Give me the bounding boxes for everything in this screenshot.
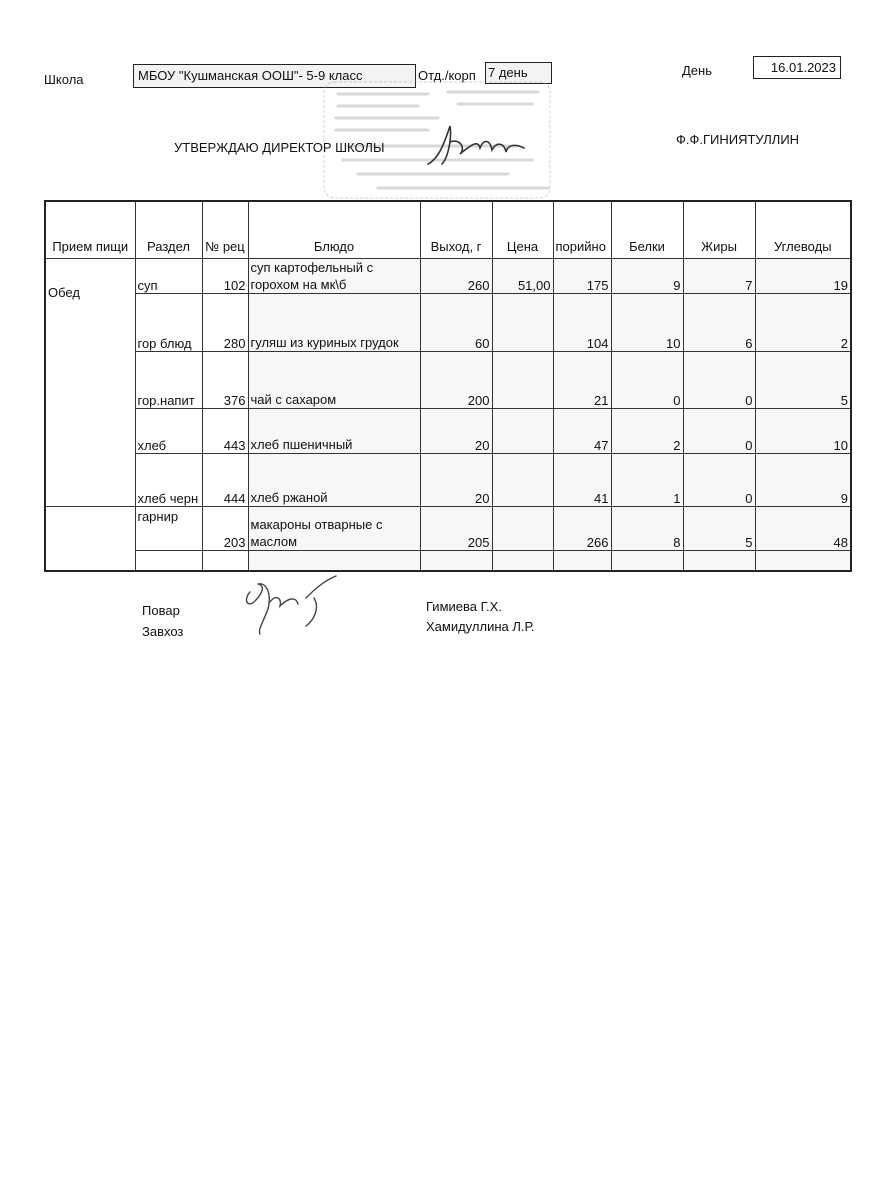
cell-carbs: 5 — [755, 352, 851, 409]
cell-calories: 21 — [553, 352, 611, 409]
cell-empty — [755, 551, 851, 571]
cell-dish: хлеб ржаной — [248, 454, 420, 507]
cell-section: хлеб — [135, 408, 202, 454]
cell-meal — [45, 506, 135, 571]
day-label: День — [682, 63, 712, 78]
school-value: МБОУ "Кушманская ООШ"- 5-9 класс — [138, 68, 363, 83]
cell-empty — [611, 551, 683, 571]
cell-section: гор.напит — [135, 352, 202, 409]
cell-empty — [135, 551, 202, 571]
cell-fat: 6 — [683, 294, 755, 352]
cell-calories: 266 — [553, 506, 611, 550]
col-carbs: Углеводы — [755, 201, 851, 259]
cell-calories: 47 — [553, 408, 611, 454]
cell-output: 20 — [420, 408, 492, 454]
dept-value: 7 день — [488, 65, 528, 80]
table-row — [45, 259, 851, 294]
col-dish: Блюдо — [248, 201, 420, 259]
cell-carbs: 2 — [755, 294, 851, 352]
cell-protein: 2 — [611, 408, 683, 454]
table-row — [45, 352, 851, 409]
cell-output: 20 — [420, 454, 492, 507]
cell-empty — [683, 551, 755, 571]
cell-price — [492, 454, 553, 507]
cell-meal: Обед — [45, 259, 135, 507]
dept-label: Отд./корп — [418, 68, 476, 83]
cell-protein: 10 — [611, 294, 683, 352]
cell-protein: 8 — [611, 506, 683, 550]
cell-price — [492, 408, 553, 454]
cell-protein: 9 — [611, 259, 683, 294]
table-row — [45, 506, 851, 550]
cell-carbs: 48 — [755, 506, 851, 550]
storekeeper-label: Завхоз — [142, 624, 184, 639]
col-output: Выход, г — [420, 201, 492, 259]
cook-signature-icon — [236, 568, 346, 640]
col-meal: Прием пищи — [45, 201, 135, 259]
col-calories: порийно — [553, 201, 611, 259]
cell-section: суп — [135, 259, 202, 294]
col-protein: Белки — [611, 201, 683, 259]
table-row — [45, 454, 851, 507]
director-name: Ф.Ф.ГИНИЯТУЛЛИН — [676, 132, 800, 147]
cell-price — [492, 352, 553, 409]
menu-table — [44, 200, 852, 572]
cell-section: хлеб черн — [135, 454, 202, 507]
cell-protein: 0 — [611, 352, 683, 409]
cell-empty — [553, 551, 611, 571]
cell-section: гор блюд — [135, 294, 202, 352]
cell-price: 51,00 — [492, 259, 553, 294]
col-recipe: № рец — [202, 201, 248, 259]
cell-calories: 104 — [553, 294, 611, 352]
cell-output: 260 — [420, 259, 492, 294]
table-row — [45, 408, 851, 454]
cell-fat: 7 — [683, 259, 755, 294]
cell-recipe: 376 — [202, 352, 248, 409]
cell-output: 60 — [420, 294, 492, 352]
cell-carbs: 9 — [755, 454, 851, 507]
cell-recipe: 102 — [202, 259, 248, 294]
cell-fat: 5 — [683, 506, 755, 550]
cell-dish: хлеб пшеничный — [248, 408, 420, 454]
approve-text: УТВЕРЖДАЮ ДИРЕКТОР ШКОЛЫ — [174, 140, 385, 155]
cell-calories: 41 — [553, 454, 611, 507]
day-value: 16.01.2023 — [770, 60, 836, 75]
director-signature-icon — [420, 118, 530, 172]
table-header-row — [45, 201, 851, 259]
day-value-box — [753, 56, 841, 79]
cell-price — [492, 506, 553, 550]
cell-recipe: 443 — [202, 408, 248, 454]
cell-recipe: 280 — [202, 294, 248, 352]
cell-dish: макароны отварные с маслом — [248, 506, 420, 550]
cell-empty — [420, 551, 492, 571]
cook-name: Гимиева Г.Х. — [426, 599, 502, 614]
col-section: Раздел — [135, 201, 202, 259]
cell-dish: чай с сахаром — [248, 352, 420, 409]
cell-protein: 1 — [611, 454, 683, 507]
cell-dish: гуляш из куриных грудок — [248, 294, 420, 352]
cell-output: 205 — [420, 506, 492, 550]
table-row-empty — [45, 551, 851, 571]
cell-fat: 0 — [683, 408, 755, 454]
cell-carbs: 10 — [755, 408, 851, 454]
col-fat: Жиры — [683, 201, 755, 259]
cell-section: гарнир — [135, 506, 202, 550]
school-label: Школа — [44, 72, 84, 87]
cell-recipe: 203 — [202, 506, 248, 550]
cell-carbs: 19 — [755, 259, 851, 294]
storekeeper-name: Хамидуллина Л.Р. — [426, 619, 535, 634]
cell-dish: суп картофельный с горохом на мк\б — [248, 259, 420, 294]
col-price: Цена — [492, 201, 553, 259]
table-row — [45, 294, 851, 352]
cell-fat: 0 — [683, 352, 755, 409]
cook-label: Повар — [142, 603, 180, 618]
cell-price — [492, 294, 553, 352]
cell-empty — [492, 551, 553, 571]
cell-calories: 175 — [553, 259, 611, 294]
cell-output: 200 — [420, 352, 492, 409]
cell-recipe: 444 — [202, 454, 248, 507]
cell-fat: 0 — [683, 454, 755, 507]
